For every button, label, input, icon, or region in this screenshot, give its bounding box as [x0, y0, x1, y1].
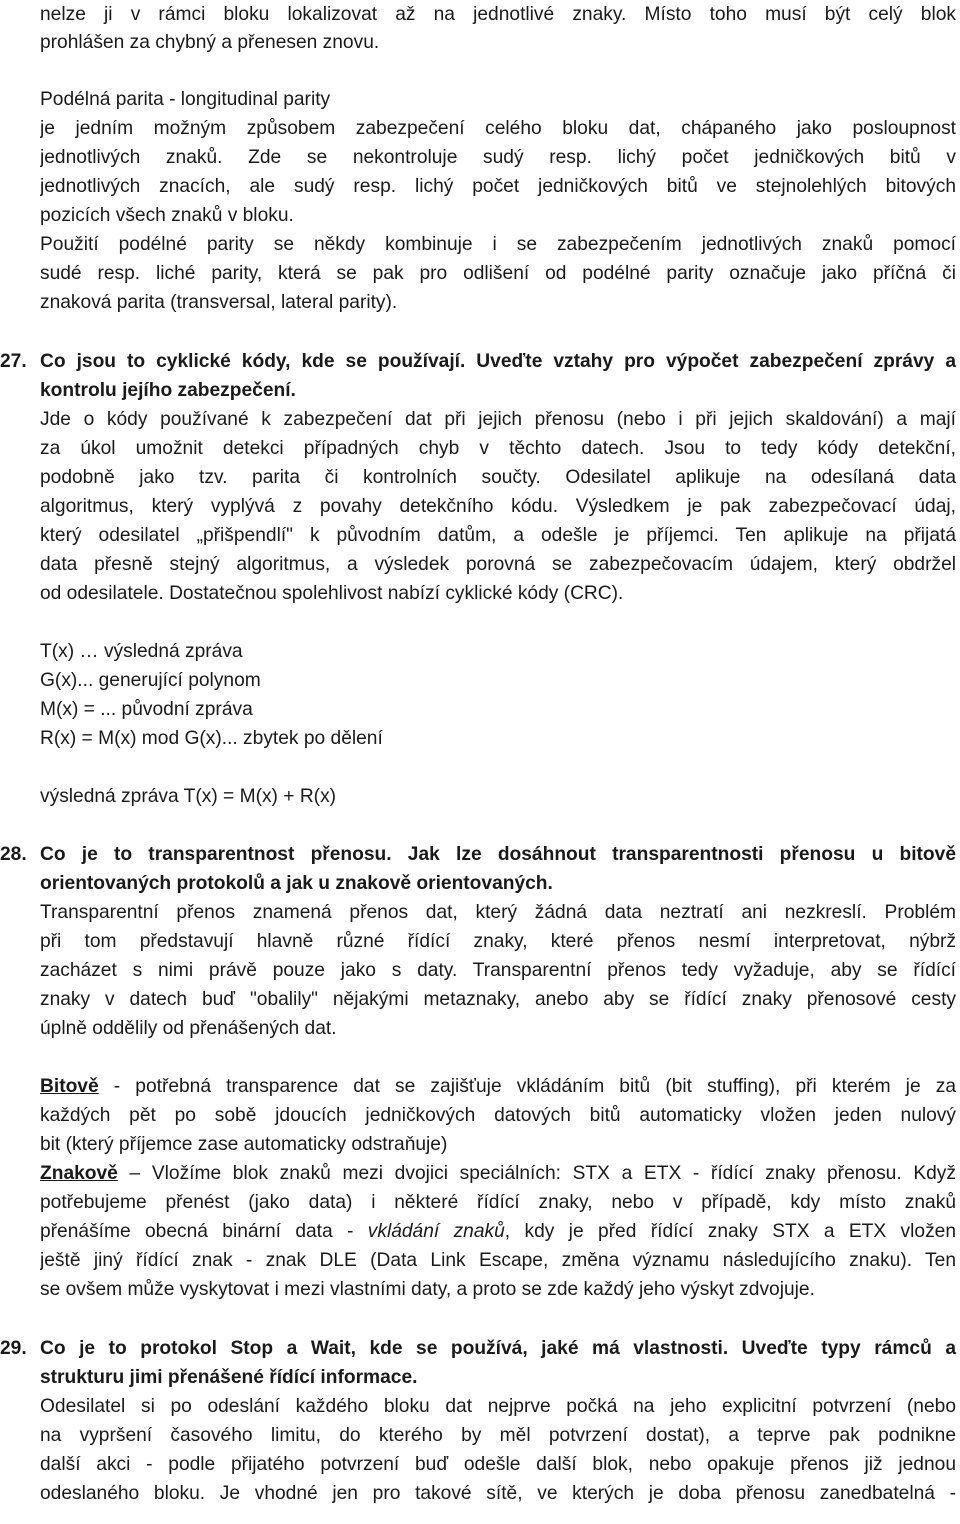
formula-line: T(x) … výsledná zpráva — [40, 641, 243, 662]
paragraph-line: který odesilatel „přišpendlí" k původním datům, a odešle je příjemci. Ten aplikuje na přijatá — [40, 525, 956, 546]
question-number: 29. — [0, 1338, 27, 1359]
paragraph-line: Transparentní přenos znamená přenos dat, který žádná data neztratí ani nezkreslí. Problém — [40, 902, 956, 923]
bitove-text: - potřebná transparence dat se zajišťuje vkládáním bitů (bit stuffing), při kterém je za — [98, 1076, 956, 1097]
formula-line: M(x) = ... původní zpráva — [40, 699, 253, 720]
paragraph-line: bit (který příjemce zase automaticky odstraňuje) — [40, 1134, 448, 1155]
paragraph-line: prohlášen za chybný a přenesen znovu. — [40, 32, 380, 53]
paragraph-line: nelze ji v rámci bloku lokalizovat až na jednotlivé znaky. Místo toho musí být celý blok — [40, 4, 956, 25]
paragraph-line: Odesilatel si po odeslání každého bloku dat nejprve počká na jeho explicitní potvrzení (nebo — [40, 1396, 956, 1417]
paragraph-line: za úkol umožnit detekci případných chyb v těchto datech. Jsou to tedy kódy detekční, — [40, 438, 956, 459]
question-27 — [0, 347, 956, 376]
italic-term: vkládání znaků — [367, 1221, 505, 1242]
text-span: přenášíme obecná binární data - — [40, 1221, 368, 1242]
paragraph-line: Použití podélné parity se někdy kombinuje i se zabezpečením jednotlivých znaků pomocí — [40, 234, 956, 255]
paragraph-line: se ovšem může vyskytovat i mezi vlastními daty, a proto se zde každý jeho výskyt zdvojuje. — [40, 1279, 815, 1300]
paragraph-line: při tom představují hlavně různé řídící znaky, které přenos nesmí interpretovat, nýbrž — [40, 931, 956, 952]
text-span: , kdy je před řídící znaky STX a ETX vložen — [504, 1221, 956, 1242]
paragraph-line: jednotlivých znacích, ale sudý resp. lichý počet jedničkových bitů ve stejnolehlých bitových — [40, 176, 956, 197]
paragraph-line: zacházet s nimi právě pouze jako s daty. Transparentní přenos tedy vyžaduje, aby se řídící — [40, 960, 956, 981]
formula-result: výsledná zpráva T(x) = M(x) + R(x) — [40, 786, 337, 807]
paragraph-line: na vypršení časového limitu, do kterého by měl potvrzení dostat), a teprve pak podnikne — [40, 1425, 956, 1446]
formula-line: G(x)... generující polynom — [40, 670, 261, 691]
question-number: 28. — [0, 844, 27, 865]
paragraph-line: úplně oddělily od přenášených dat. — [40, 1018, 337, 1039]
question-28 — [0, 840, 956, 869]
paragraph-line: podobně jako tzv. parita či kontrolních součty. Odesilatel aplikuje na odesílaná data — [40, 467, 956, 488]
question-text: orientovaných protokolů a jak u znakově orientovaných. — [40, 873, 553, 894]
section-heading: Podélná parita - longitudinal parity — [40, 89, 331, 110]
paragraph-line: znaky v datech buď "obalily" nějakými metaznaky, anebo aby se řídící znaky přenosové cesty — [40, 989, 956, 1010]
paragraph-line: je jedním možným způsobem zabezpečení celého bloku dat, chápaného jako posloupnost — [40, 118, 956, 139]
question-text: strukturu jimi přenášené řídící informace. — [40, 1367, 418, 1388]
paragraph-line: každých pět po sobě jdoucích jedničkových datových bitů automaticky vložen jeden nulový — [40, 1105, 956, 1126]
question-29 — [0, 1334, 956, 1363]
bitove-label: Bitově — [40, 1076, 99, 1097]
formula-line: R(x) = M(x) mod G(x)... zbytek po dělení — [40, 728, 383, 749]
paragraph-line: odeslaného bloku. Je vhodné jen pro takové sítě, ve kterých je doba přenosu zanedbatelná - — [40, 1483, 956, 1504]
paragraph-line: pozicích všech znaků v bloku. — [40, 205, 294, 226]
znakove-line — [40, 1159, 956, 1188]
paragraph-line: Jde o kódy používané k zabezpečení dat při jejich přenosu (nebo i při jejich skaldování) a mají — [40, 409, 956, 430]
question-number: 27. — [0, 351, 27, 372]
question-text: Co jsou to cyklické kódy, kde se používají. Uveďte vztahy pro výpočet zabezpečení zprávy a — [40, 351, 956, 372]
znakove-label: Znakově — [40, 1163, 118, 1184]
paragraph-line: ještě jiný řídící znak - znak DLE (Data Link Escape, změna významu následujícího znaku). Ten — [40, 1250, 956, 1271]
paragraph-line: znaková parita (transversal, lateral parity). — [40, 292, 398, 313]
question-text: Co je to transparentnost přenosu. Jak lze dosáhnout transparentnosti přenosu u bitově — [40, 844, 956, 865]
paragraph-line: jednotlivých znaků. Zde se nekontroluje sudý resp. lichý počet jedničkových bitů v — [40, 147, 956, 168]
paragraph-line — [40, 1217, 956, 1246]
paragraph-line: od odesilatele. Dostatečnou spolehlivost nabízí cyklické kódy (CRC). — [40, 583, 624, 604]
question-text: Co je to protokol Stop a Wait, kde se používá, jaké má vlastnosti. Uveďte typy rámců a — [40, 1338, 956, 1359]
znakove-text: – Vložíme blok znaků mezi dvojici speciálních: STX a ETX - řídící znaky přenosu. Když — [117, 1163, 956, 1184]
paragraph-line: potřebujeme přenést (jako data) i některé řídící znaky, nebo v případě, kdy místo znaků — [40, 1192, 956, 1213]
paragraph-line: data přesně stejný algoritmus, a výsledek porovná se zabezpečovacím údajem, který obdržel — [40, 554, 956, 575]
paragraph-line: algoritmus, který vyplývá z povahy detekčního kódu. Výsledkem je pak zabezpečovací údaj, — [40, 496, 956, 517]
paragraph-line: další akci - podle přijatého potvrzení buď odešle další blok, nebo opakuje přenos již jednou — [40, 1454, 956, 1475]
paragraph-line: sudé resp. liché parity, která se pak pro odlišení od podélné parity označuje jako příčná či — [40, 263, 956, 284]
bitove-line — [40, 1072, 956, 1101]
question-text: kontrolu jejího zabezpečení. — [40, 380, 296, 401]
